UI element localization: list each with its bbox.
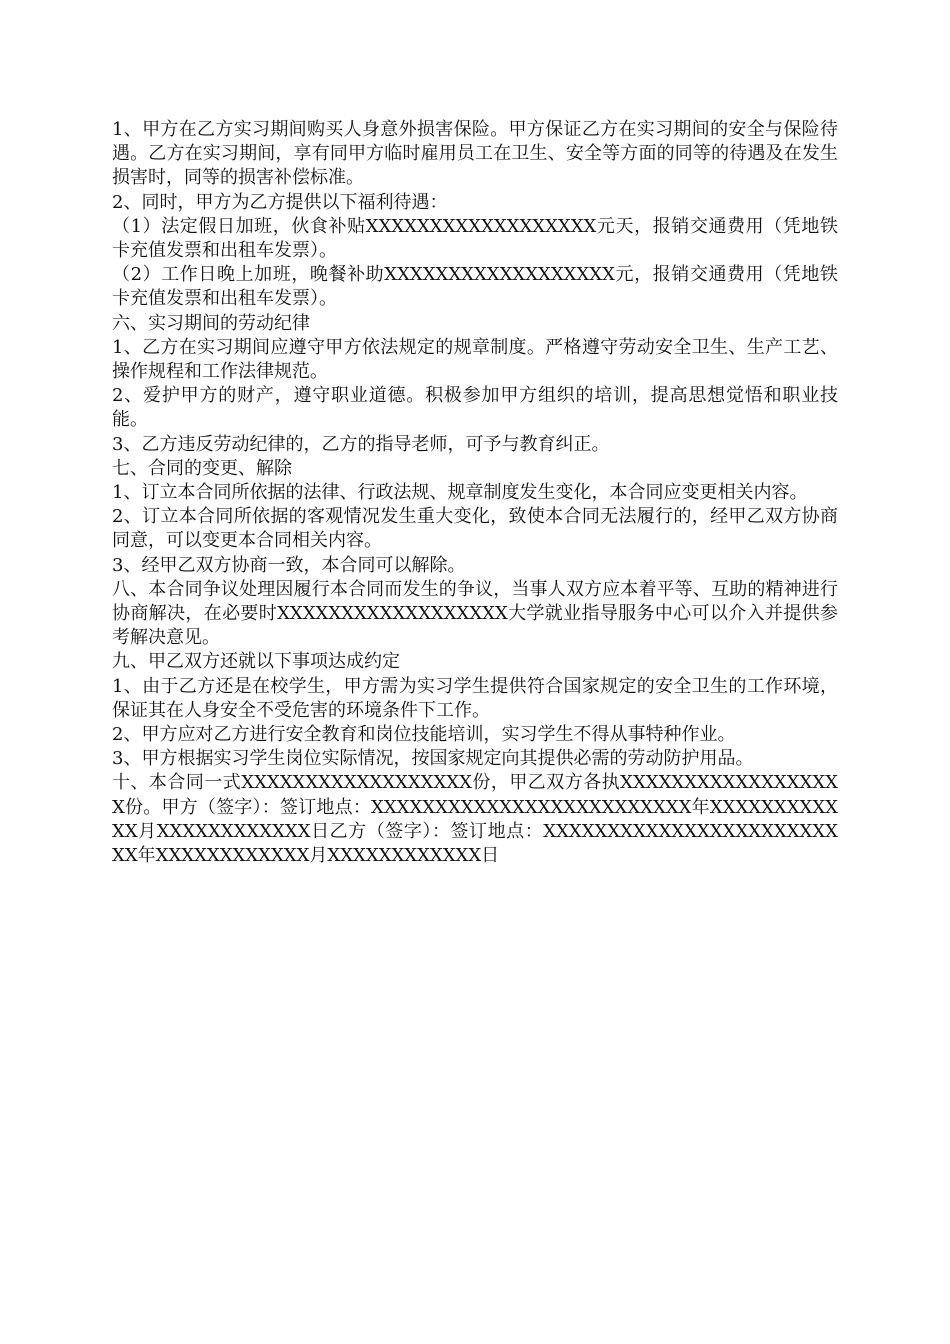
- paragraph-safe-environment: 1、由于乙方还是在校学生，甲方需为实习学生提供符合国家规定的安全卫生的工作环境，保证其在人身安全不受危害的环境条件下工作。: [112, 675, 838, 721]
- paragraph-termination: 3、经甲乙双方协商一致，本合同可以解除。: [112, 554, 466, 576]
- heading-section-7: 七、合同的变更、解除: [112, 457, 292, 479]
- paragraph-change-circumstance: 2、订立本合同所依据的客观情况发生重大变化，致使本合同无法履行的，经甲乙双方协商同意，可以变更本合同相关内容。: [112, 506, 838, 552]
- paragraph-discipline: 3、乙方违反劳动纪律的，乙方的指导老师，可予与教育纠正。: [112, 433, 610, 455]
- paragraph-rules: 1、乙方在实习期间应遵守甲方依法规定的规章制度。严格遵守劳动安全卫生、生产工艺、操作规程和工作法律规范。: [112, 336, 838, 383]
- heading-section-6: 六、实习期间的劳动纪律: [112, 312, 310, 334]
- paragraph-property: 2、爱护甲方的财产，遵守职业道德。积极参加甲方组织的培训，提高思想觉悟和职业技能。: [112, 385, 838, 431]
- paragraph-section-8-dispute: 八、本合同争议处理因履行本合同而发生的争议，当事人双方应本着平等、互助的精神进行协商解决，在必要时XXXXXXXXXXXXXXXXXX大学就业指导服务中心可以介入并提供参考解决意见。: [112, 578, 838, 649]
- paragraph-benefits-intro: 2、同时，甲方为乙方提供以下福利待遇：: [112, 191, 448, 213]
- paragraph-change-law: 1、订立本合同所依据的法律、行政法规、规章制度发生变化，本合同应变更相关内容。: [112, 482, 808, 504]
- paragraph-section-10-signatures: 十、本合同一式XXXXXXXXXXXXXXXXXX份，甲乙双方各执XXXXXXXXXXXXXXXXXX份。甲方（签字）：签订地点：XXXXXXXXXXXXXXXXXXXXXXXXX年XXXXXXXXXXXX月XXXXXXXXXXXX日乙方（签字）：签订地点：XXXXXXXXXXXXXXXXXXXXXXXXX年XXXXXXXXXXXX月XXXXXXXXXXXX日: [112, 772, 838, 867]
- paragraph-holiday-overtime: （1）法定假日加班，伙食补贴XXXXXXXXXXXXXXXXXX元天，报销交通费用（凭地铁卡充值发票和出租车发票）。: [112, 215, 838, 262]
- paragraph-safety-training: 2、甲方应对乙方进行安全教育和岗位技能培训，实习学生不得从事特种作业。: [112, 724, 736, 746]
- document-body: [112, 118, 838, 868]
- paragraph-evening-overtime: （2）工作日晚上加班，晚餐补助XXXXXXXXXXXXXXXXXX元，报销交通费用（凭地铁卡充值发票和出租车发票）。: [112, 264, 838, 310]
- paragraph-insurance: 1、甲方在乙方实习期间购买人身意外损害保险。甲方保证乙方在实习期间的安全与保险待遇。乙方在实习期间，享有同甲方临时雇用员工在卫生、安全等方面的同等的待遇及在发生损害时，同等的损害补偿标准。: [112, 119, 838, 189]
- paragraph-protective-equipment: 3、甲方根据实习学生岗位实际情况，按国家规定向其提供必需的劳动防护用品。: [112, 748, 754, 770]
- heading-section-9: 九、甲乙双方还就以下事项达成约定: [112, 651, 400, 673]
